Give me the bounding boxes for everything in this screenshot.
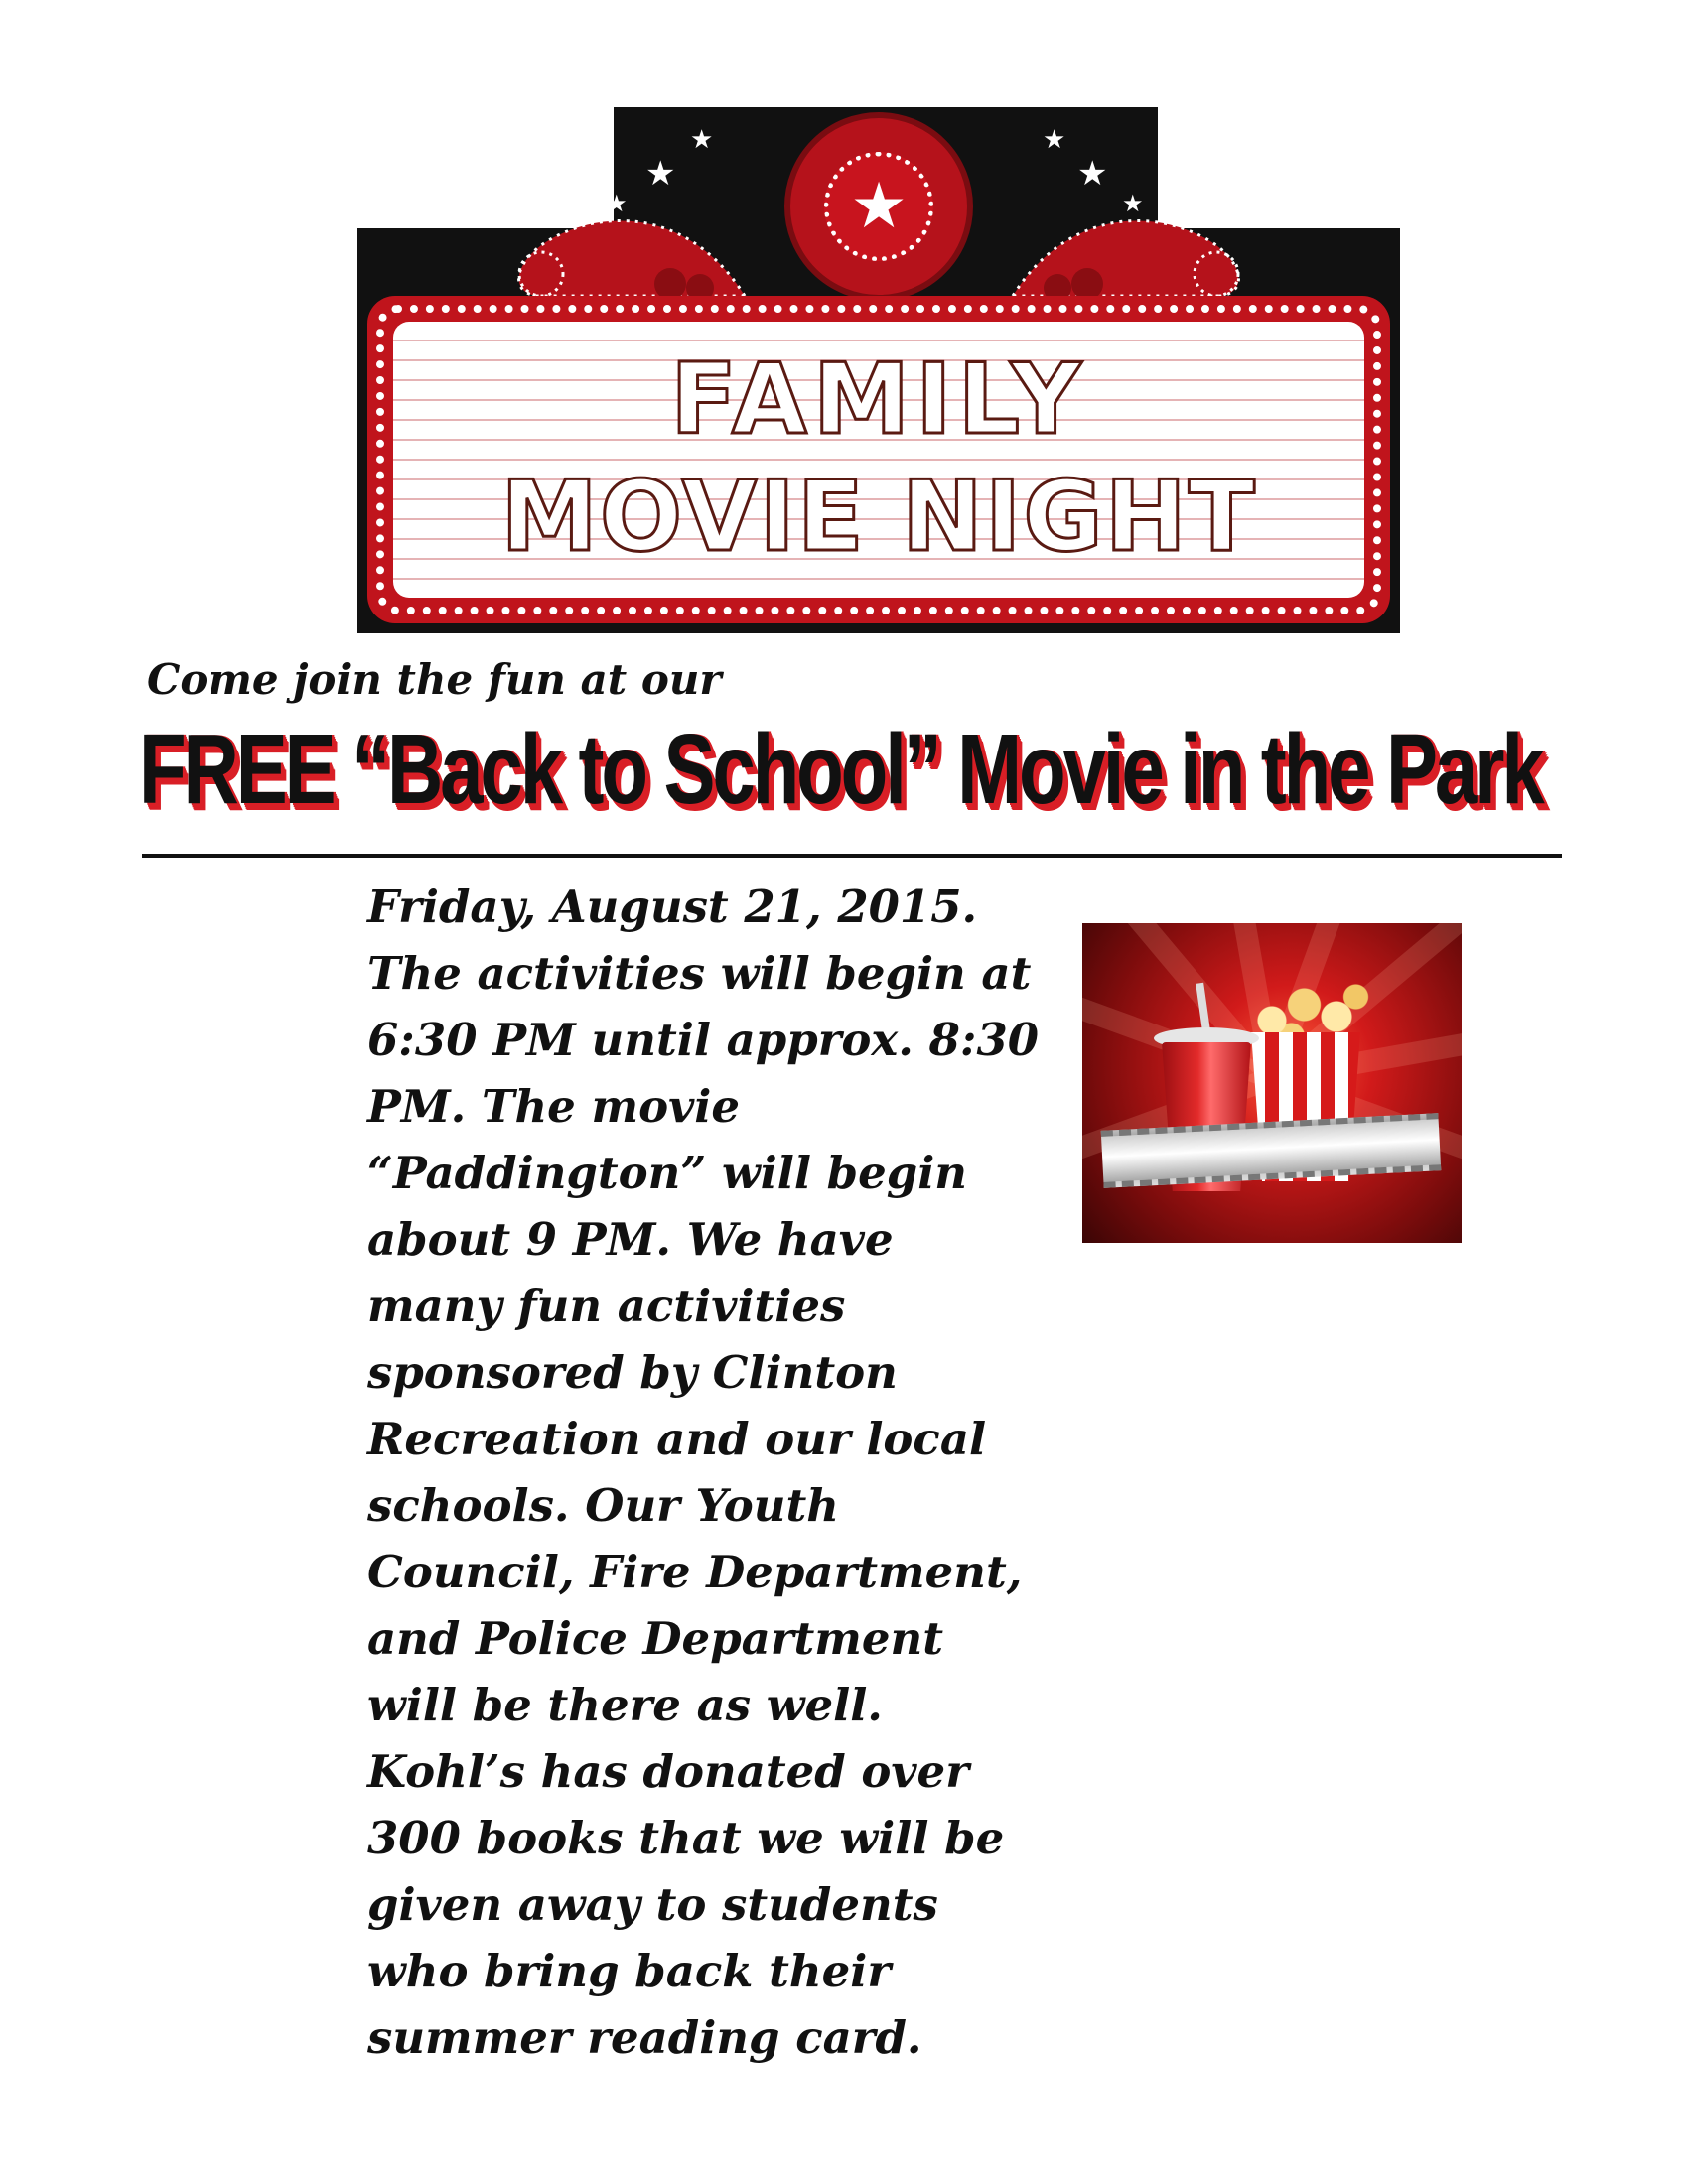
star-icon: ★: [1043, 125, 1066, 155]
star-icon: ★: [1122, 190, 1144, 217]
description-line: Kohl’s has donated over: [367, 1745, 969, 1798]
description-line: “Paddington” will begin: [367, 1147, 968, 1199]
marquee-panel: [393, 322, 1364, 598]
star-icon: ★: [606, 190, 628, 217]
description-line: many fun activities: [367, 1280, 846, 1332]
description-line: summer reading card.: [367, 2011, 922, 2064]
star-icon: ★: [690, 125, 714, 155]
description-line: 300 books that we will be: [367, 1812, 1005, 1864]
popcorn-soda-image: [1082, 923, 1462, 1243]
description-line: 6:30 PM until approx. 8:30: [367, 1014, 1040, 1066]
description-line: who bring back their: [367, 1945, 892, 1997]
description-line: will be there as well.: [367, 1679, 883, 1731]
description-line: Council, Fire Department,: [367, 1546, 1023, 1598]
description-line: sponsored by Clinton: [367, 1346, 898, 1399]
marquee-title-line2: MOVIE NIGHT: [500, 461, 1257, 574]
tagline: Come join the fun at our: [147, 655, 722, 704]
event-description: [367, 874, 1082, 2071]
description-line: schools. Our Youth: [367, 1479, 839, 1532]
marquee-title-line1: FAMILY: [670, 343, 1087, 457]
description-line: PM. The movie: [367, 1080, 740, 1133]
description-line: Recreation and our local: [367, 1413, 987, 1465]
description-line: about 9 PM. We have: [367, 1213, 894, 1266]
star-icon: ★: [1077, 154, 1108, 194]
description-line: Friday, August 21, 2015.: [367, 881, 978, 933]
description-line: and Police Department: [367, 1612, 944, 1665]
marquee-medallion: [784, 112, 973, 301]
star-icon: ★: [645, 154, 676, 194]
marquee-board: [367, 296, 1390, 623]
description-line: given away to students: [367, 1878, 938, 1931]
description-line: The activities will begin at: [367, 947, 1032, 1000]
star-icon: ★: [824, 152, 933, 261]
headline-underline: [142, 854, 1562, 858]
event-headline: FREE “Back to School” Movie in the Park: [139, 714, 1542, 825]
marquee-sign: [357, 107, 1400, 633]
